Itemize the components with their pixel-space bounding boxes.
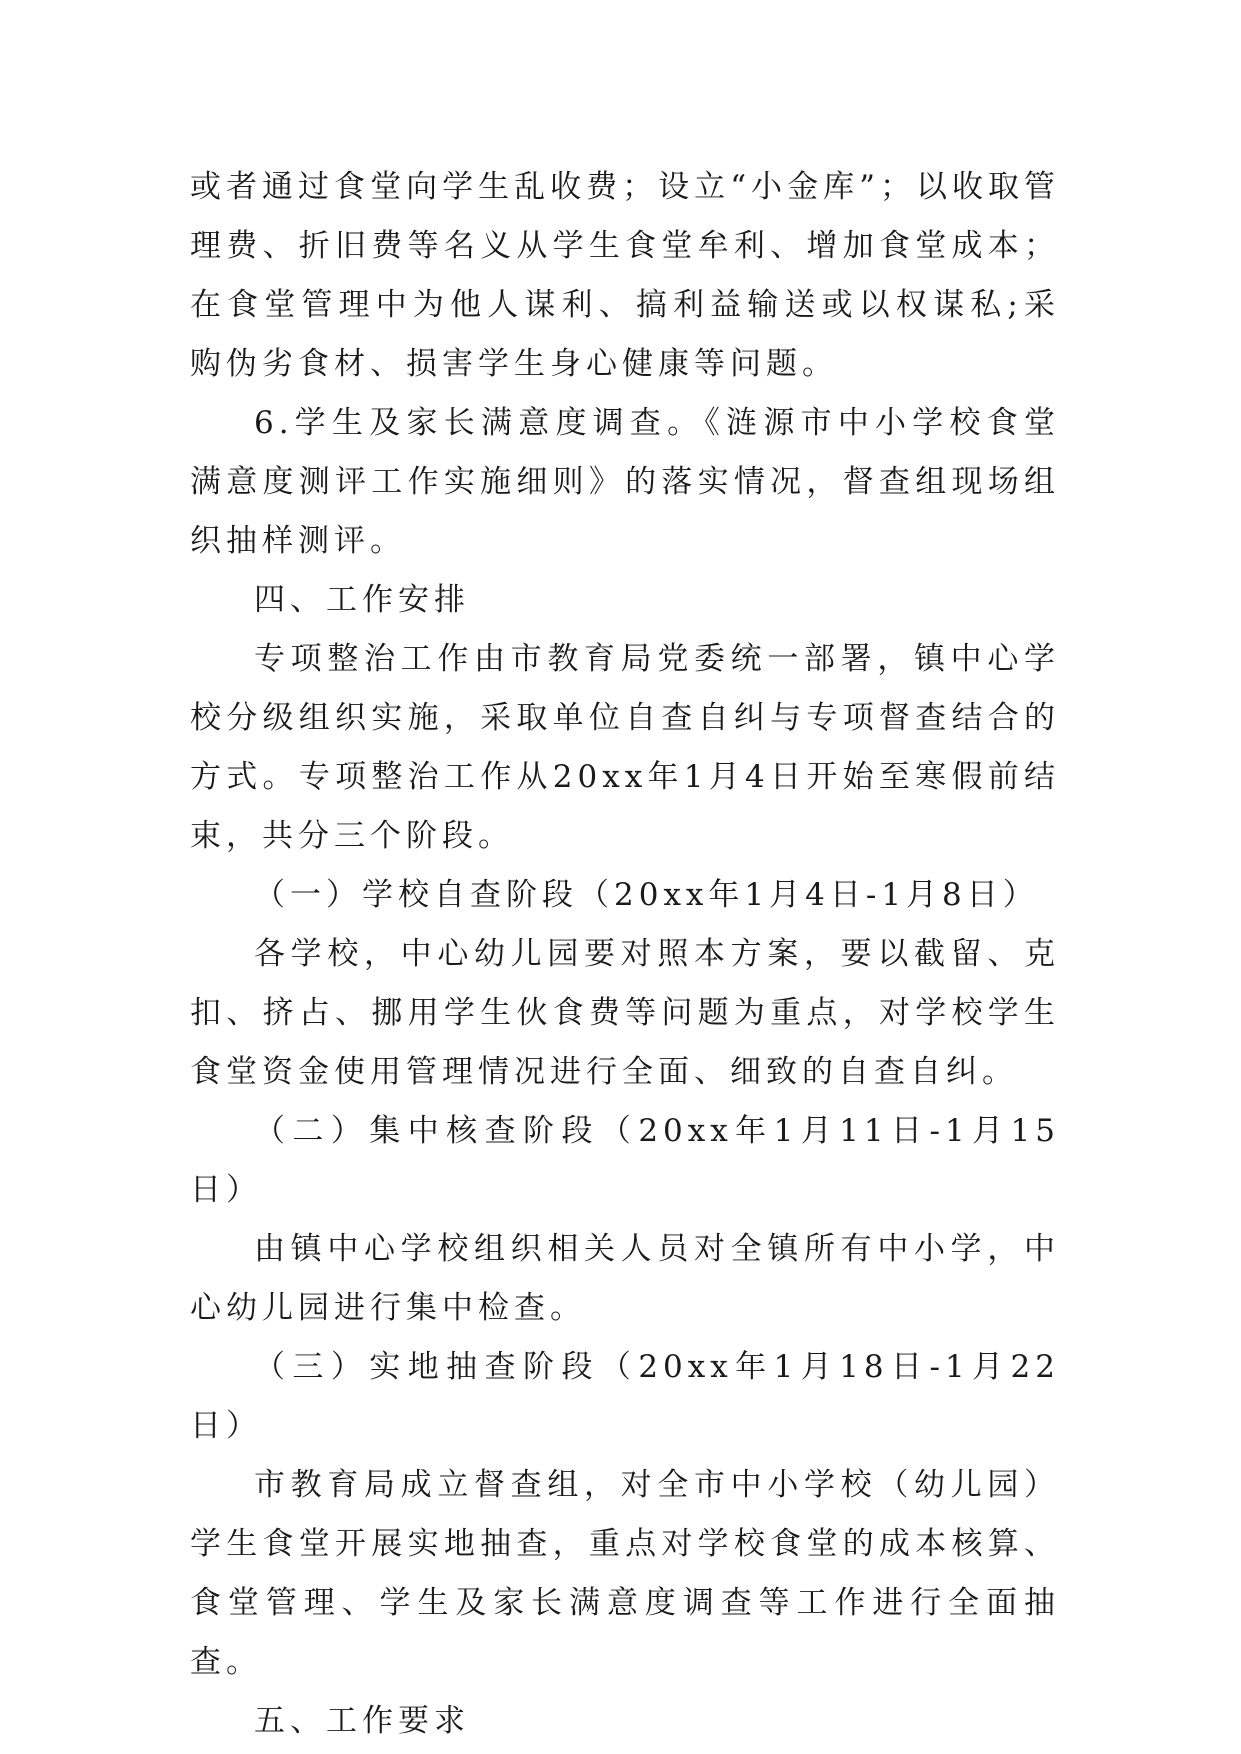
subsection-heading-2: （二）集中核查阶段（20xx年1月11日-1月15日） — [190, 1113, 1060, 1208]
paragraph-5: 由镇中心学校组织相关人员对全镇所有中小学，中心幼儿园进行集中检查。 — [190, 1231, 1060, 1326]
paragraph-4: 各学校，中心幼儿园要对照本方案，要以截留、克扣、挤占、挪用学生伙食费等问题为重点，对学校学生食堂资金使用管理情况进行全面、细致的自查自纠。 — [190, 936, 1060, 1090]
subsection-heading-3: （三）实地抽查阶段（20xx年1月18日-1月22日） — [190, 1349, 1060, 1444]
document-body — [190, 158, 1060, 1751]
paragraph-1: 或者通过食堂向学生乱收费；设立“小金库”；以收取管理费、折旧费等名义从学生食堂牟利、增加食堂成本；在食堂管理中为他人谋利、搞利益输送或以权谋私;采购伪劣食材、损害学生身心健康等问题。 — [190, 169, 1060, 382]
paragraph-6: 市教育局成立督查组，对全市中小学校（幼儿园）学生食堂开展实地抽查，重点对学校食堂的成本核算、食堂管理、学生及家长满意度调查等工作进行全面抽查。 — [190, 1467, 1060, 1680]
section-heading-4: 四、工作安排 — [254, 582, 470, 618]
paragraph-2: 6.学生及家长满意度调查。《涟源市中小学校食堂满意度测评工作实施细则》的落实情况，督查组现场组织抽样测评。 — [190, 405, 1060, 559]
section-heading-5: 五、工作要求 — [254, 1703, 470, 1739]
paragraph-3: 专项整治工作由市教育局党委统一部署，镇中心学校分级组织实施，采取单位自查自纠与专项督查结合的方式。专项整治工作从20xx年1月4日开始至寒假前结束，共分三个阶段。 — [190, 641, 1060, 854]
subsection-heading-1: （一）学校自查阶段（20xx年1月4日-1月8日） — [254, 877, 1039, 913]
